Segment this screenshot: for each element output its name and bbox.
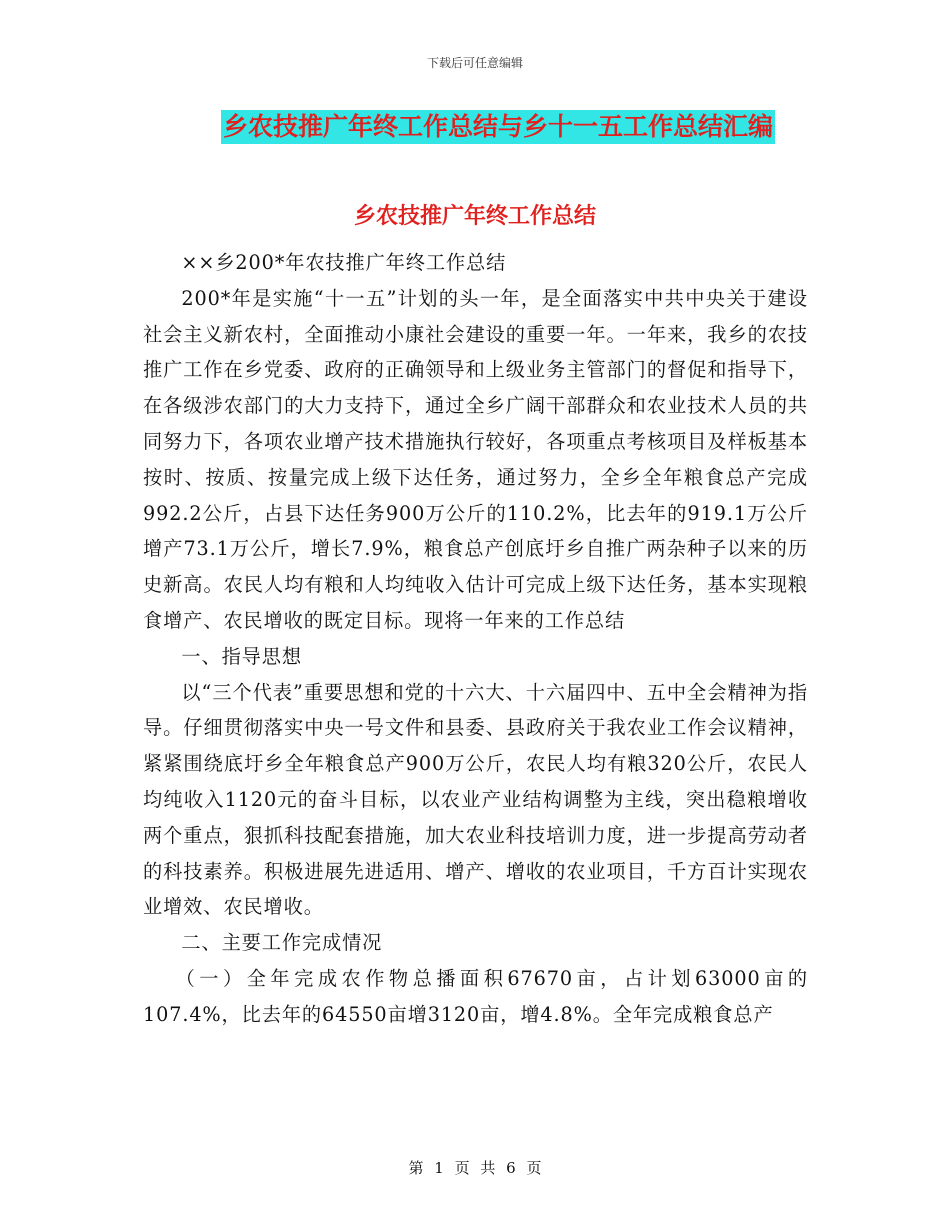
main-title: 乡农技推广年终工作总结与乡十一五工作总结汇编 (221, 110, 775, 144)
doc-heading-line: ××乡200*年农技推广年终工作总结 (181, 251, 507, 274)
guiding-thought-paragraph: 以“三个代表”重要思想和党的十六大、十六届四中、五中全会精神为指导。仔细贯彻落实中央一号文件和县委、县政府关于我农业工作会议精神，紧紧围绕底圩乡全年粮食总产900万公斤，农民人均有粮320公斤，农民人均纯收入1120元的奋斗目标，以农业产业结构调整为主线，突出稳粮增收两个重点，狠抓科技配套措施，加大农业科技培训力度，进一步提高劳动者的科技素养。积极进展先进适用、增产、增收的农业项目，千方百计实现农业增效、农民增收。 (143, 680, 808, 919)
section-heading-guiding-thought: 一、指导思想 (181, 644, 302, 668)
section-title: 乡农技推广年终工作总结 (353, 204, 596, 229)
document-body (143, 245, 808, 1033)
section-heading-main-work: 二、主要工作完成情况 (181, 931, 383, 955)
intro-paragraph: 200*年是实施“十一五”计划的头一年，是全面落实中共中央关于建设社会主义新农村，全面推动小康社会建设的重要一年。一年来，我乡的农技推广工作在乡党委、政府的正确领导和上级业务主管部门的督促和指导下，在各级涉农部门的大力支持下，通过全乡广阔干部群众和农业技术人员的共同努力下，各项农业增产技术措施执行较好，各项重点考核项目及样板基本按时、按质、按量完成上级下达任务，通过努力，全乡全年粮食总产完成992.2公斤，占县下达任务900万公斤的110.2%，比去年的919.1万公斤增产73.1万公斤，增长7.9%，粮食总产创底圩乡自推广两杂种子以来的历史新高。农民人均有粮和人均纯收入估计可完成上级下达任务，基本实现粮食增产、农民增收的既定目标。现将一年来的工作总结 (143, 286, 808, 632)
page-header-note: 下载后可任意编辑 (426, 56, 523, 70)
page-number-footer: 第 1 页 共 6 页 (408, 1159, 542, 1177)
main-work-paragraph: （一）全年完成农作物总播面积67670亩，占计划63000亩的107.4%，比去年的64550亩增3120亩，增4.8%。全年完成粮食总产 (143, 966, 808, 1026)
main-title-container (0, 110, 950, 144)
